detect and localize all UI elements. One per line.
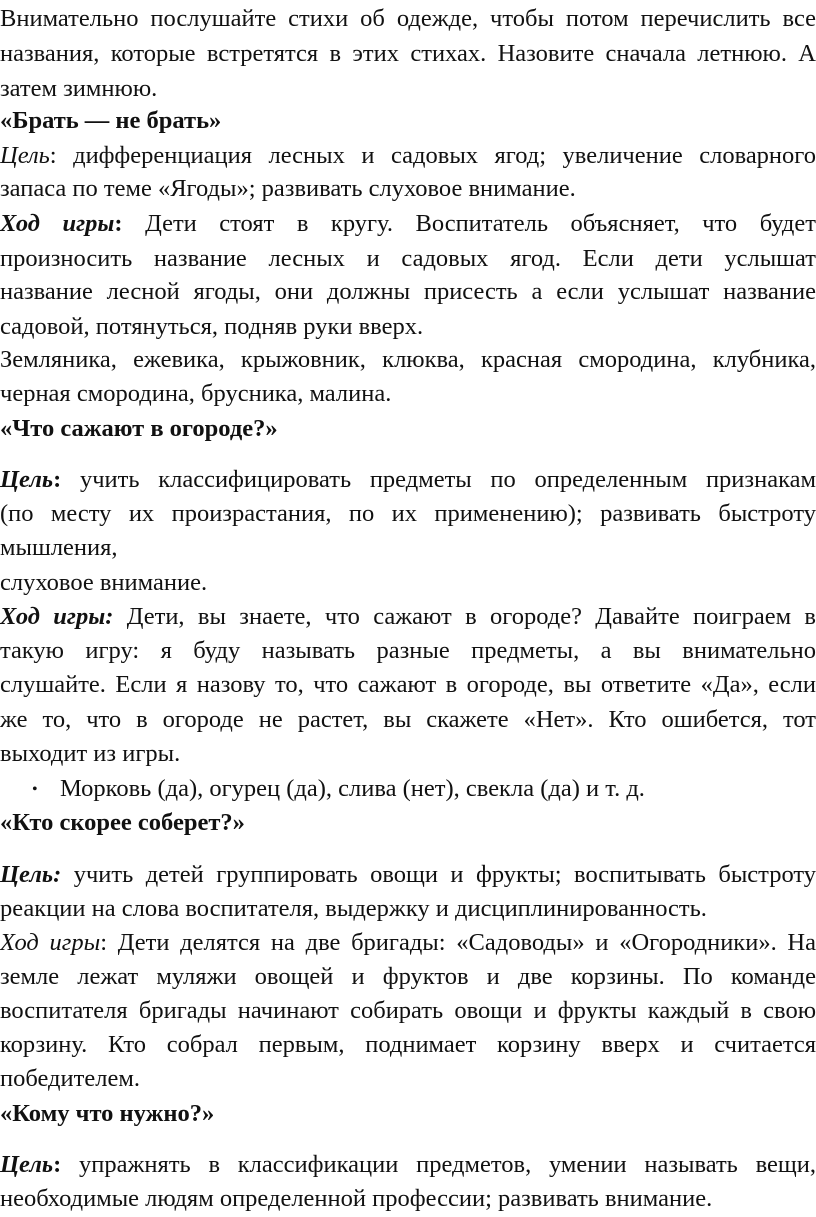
game2-goal-line-3: мышления,: [0, 534, 118, 561]
intro-line-1: Внимательно послушайте стихи об одежде, чтобы потом перечислить все: [0, 5, 816, 32]
game2-goal-line-2: (по месту их произрастания, по их применению); развивать быстроту: [0, 500, 816, 527]
game3-course-line-3: воспитателя бригады начинают собирать овощи и фрукты каждый в свою: [0, 997, 816, 1024]
game1-course-line-2: произносить название лесных и садовых ягод. Если дети услышат: [0, 245, 816, 272]
course-label: Ход игры:: [0, 603, 114, 630]
game2-course-line-4: же то, что в огороде не растет, вы скажете «Нет». Кто ошибется, тот: [0, 706, 816, 733]
game1-goal-line-2: запаса по теме «Ягоды»; развивать слуховое внимание.: [0, 175, 576, 202]
course-label: Ход игры: [0, 210, 115, 237]
game2-course-line-2: такую игру: я буду называть разные предметы, а вы внимательно: [0, 637, 816, 664]
game3-goal-line-2: реакции на слова воспитателя, выдержку и дисциплинированность.: [0, 895, 707, 922]
goal-label: Цель:: [0, 861, 62, 888]
game2-title: «Что сажают в огороде?»: [0, 415, 278, 442]
game3-title: «Кто скорее соберет?»: [0, 809, 245, 836]
game1-course-line-3: название лесной ягоды, они должны присесть а если услышат название: [0, 278, 816, 305]
goal-label: Цель: [0, 142, 50, 169]
game1-course-line-1: Ход игры: Дети стоят в кругу. Воспитатель объясняет, что будет: [0, 210, 816, 237]
game2-goal-line-4: слуховое внимание.: [0, 569, 208, 596]
goal-label: Цель: [0, 466, 54, 493]
game2-course-line-3: слушайте. Если я назову то, что сажают в огороде, вы ответите «Да», если: [0, 671, 816, 698]
game2-course-line-5: выходит из игры.: [0, 740, 181, 767]
game3-course-line-4: корзину. Кто собрал первым, поднимает корзину вверх и считается: [0, 1031, 816, 1058]
game1-goal-line-1: Цель: дифференциация лесных и садовых ягод; увеличение словарного: [0, 142, 816, 169]
goal-label: Цель: [0, 1151, 54, 1178]
intro-line-3: затем зимнюю.: [0, 75, 158, 102]
game2-bullet-item: • Морковь (да), огурец (да), слива (нет), свекла (да) и т. д.: [32, 772, 816, 807]
game4-goal-line-1: Цель: упражнять в классификации предметов, умении называть вещи,: [0, 1151, 816, 1178]
game4-title: «Кому что нужно?»: [0, 1100, 215, 1127]
game3-course-line-5: победителем.: [0, 1065, 140, 1092]
game1-list-line-1: Земляника, ежевика, крыжовник, клюква, красная смородина, клубника,: [0, 346, 816, 373]
game3-goal-line-1: Цель: учить детей группировать овощи и фрукты; воспитывать быстроту: [0, 861, 816, 888]
game2-course-line-1: Ход игры: Дети, вы знаете, что сажают в огороде? Давайте поиграем в: [0, 603, 816, 630]
game1-course-line-4: садовой, потянуться, подняв руки вверх.: [0, 313, 424, 340]
game2-goal-line-1: Цель: учить классифицировать предметы по определенным признакам: [0, 466, 816, 493]
course-label: Ход игры: [0, 929, 101, 956]
bullet-icon: •: [32, 781, 38, 799]
game3-course-line-2: земле лежат муляжи овощей и фруктов и две корзины. По команде: [0, 963, 816, 990]
game3-course-line-1: Ход игры: Дети делятся на две бригады: «Садоводы» и «Огородники». На: [0, 929, 816, 956]
intro-line-2: названия, которые встретятся в этих стихах. Назовите сначала летнюю. А: [0, 40, 816, 67]
game1-list-line-2: черная смородина, брусника, малина.: [0, 380, 392, 407]
game1-title: «Брать — не брать»: [0, 107, 222, 134]
game4-goal-line-2: необходимые людям определенной профессии; развивать внимание.: [0, 1185, 713, 1212]
